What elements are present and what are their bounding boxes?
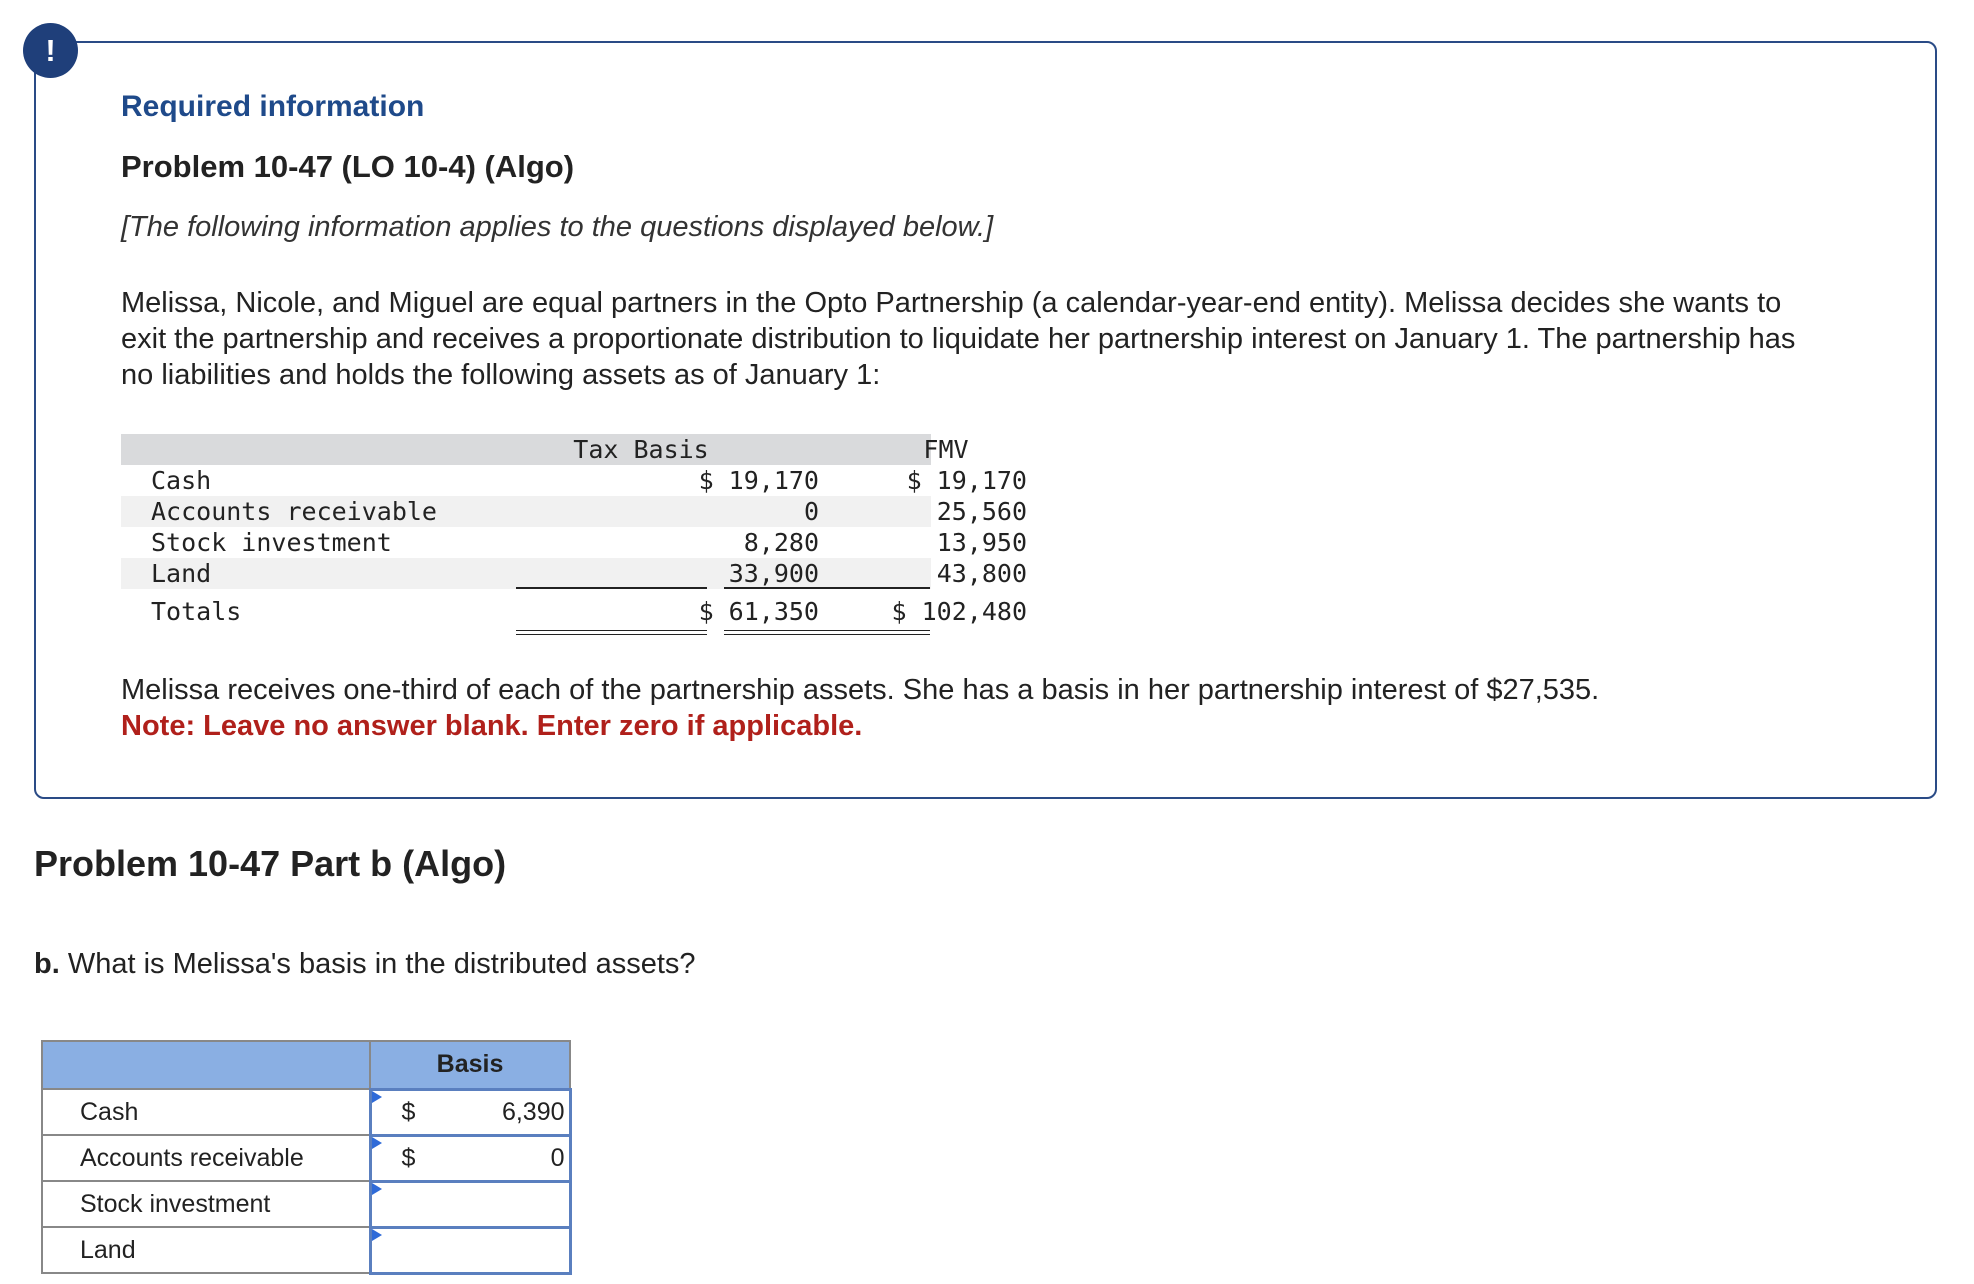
- basis-input-cash[interactable]: [370, 1089, 570, 1135]
- asset-table: [121, 434, 1027, 634]
- required-information-heading: Required information: [121, 90, 425, 123]
- currency-symbol: $: [401, 1097, 416, 1126]
- asset-fmv: 13,950: [936, 528, 1027, 557]
- asset-label: Accounts receivable: [151, 497, 437, 526]
- totals-tax-basis: $ 61,350: [698, 597, 819, 626]
- note-text: Note: Leave no answer blank. Enter zero if applicable.: [121, 710, 863, 742]
- answer-label: Stock investment: [42, 1181, 370, 1227]
- question-prefix: b.: [34, 948, 60, 980]
- header-tax-basis: Tax Basis: [573, 435, 709, 464]
- asset-totals-row: [121, 589, 1027, 634]
- subtotal-rule-fmv: [724, 587, 930, 589]
- intro-note: [The following information applies to the questions displayed below.]: [121, 211, 994, 243]
- asset-tax-basis: 8,280: [743, 528, 819, 557]
- basis-value[interactable]: 0: [550, 1143, 565, 1172]
- distribution-text: Melissa receives one-third of each of the partnership assets. She has a basis in her partnership interest of $27,535.: [121, 674, 1600, 706]
- totals-fmv: $ 102,480: [891, 597, 1027, 626]
- asset-label: Land: [151, 559, 212, 588]
- header-fmv: FMV: [923, 435, 969, 464]
- asset-fmv: 25,560: [936, 497, 1027, 526]
- answer-table-header: [42, 1041, 570, 1089]
- basis-input-land[interactable]: [370, 1227, 570, 1273]
- asset-row: [121, 496, 1027, 527]
- answer-table: [41, 1040, 572, 1275]
- currency-symbol: $: [401, 1143, 416, 1172]
- scenario-paragraph: Melissa, Nicole, and Miguel are equal partners in the Opto Partnership (a calendar-year-end entity). Melissa decides she wants to exit the partnership and receives a proportionate distribution to liquidate her partnership interest on January 1. The partnership has no liabilities and holds the following assets as of January 1:: [121, 287, 1796, 391]
- asset-row: [121, 558, 1027, 589]
- part-title: Problem 10-47 Part b (Algo): [34, 843, 507, 884]
- asset-tax-basis: 0: [803, 497, 819, 526]
- basis-input-stock-investment[interactable]: [370, 1181, 570, 1227]
- header-blank-cell: [42, 1041, 370, 1089]
- asset-row: [121, 527, 1027, 558]
- header-basis: Basis: [370, 1041, 570, 1089]
- alert-icon: !: [23, 23, 78, 78]
- asset-fmv: 43,800: [936, 559, 1027, 588]
- flag-icon: [372, 1137, 382, 1149]
- asset-label: Stock investment: [151, 528, 392, 557]
- asset-fmv: $ 19,170: [906, 466, 1027, 495]
- totals-label: Totals: [151, 597, 242, 626]
- flag-icon: [372, 1229, 382, 1241]
- problem-title: Problem 10-47 (LO 10-4) (Algo): [121, 149, 575, 184]
- asset-label: Cash: [151, 466, 212, 495]
- question-text: What is Melissa's basis in the distributed assets?: [59, 948, 696, 980]
- asset-tax-basis: 33,900: [728, 559, 819, 588]
- answer-row: [42, 1181, 570, 1227]
- answer-label: Land: [42, 1227, 370, 1273]
- total-double-rule-fmv: [724, 630, 930, 635]
- subtotal-rule-basis: [516, 587, 707, 589]
- asset-table-header: [121, 434, 969, 465]
- answer-label: Accounts receivable: [42, 1135, 370, 1181]
- flag-icon: [372, 1091, 382, 1103]
- asset-row: [121, 465, 1027, 496]
- question: [34, 948, 696, 981]
- flag-icon: [372, 1183, 382, 1195]
- answer-row: [42, 1135, 570, 1181]
- asset-tax-basis: $ 19,170: [698, 466, 819, 495]
- basis-value[interactable]: 6,390: [501, 1097, 565, 1126]
- answer-row: [42, 1089, 570, 1135]
- answer-label: Cash: [42, 1089, 370, 1135]
- total-double-rule-basis: [516, 630, 707, 635]
- answer-row: [42, 1227, 570, 1273]
- basis-input-accounts-receivable[interactable]: [370, 1135, 570, 1181]
